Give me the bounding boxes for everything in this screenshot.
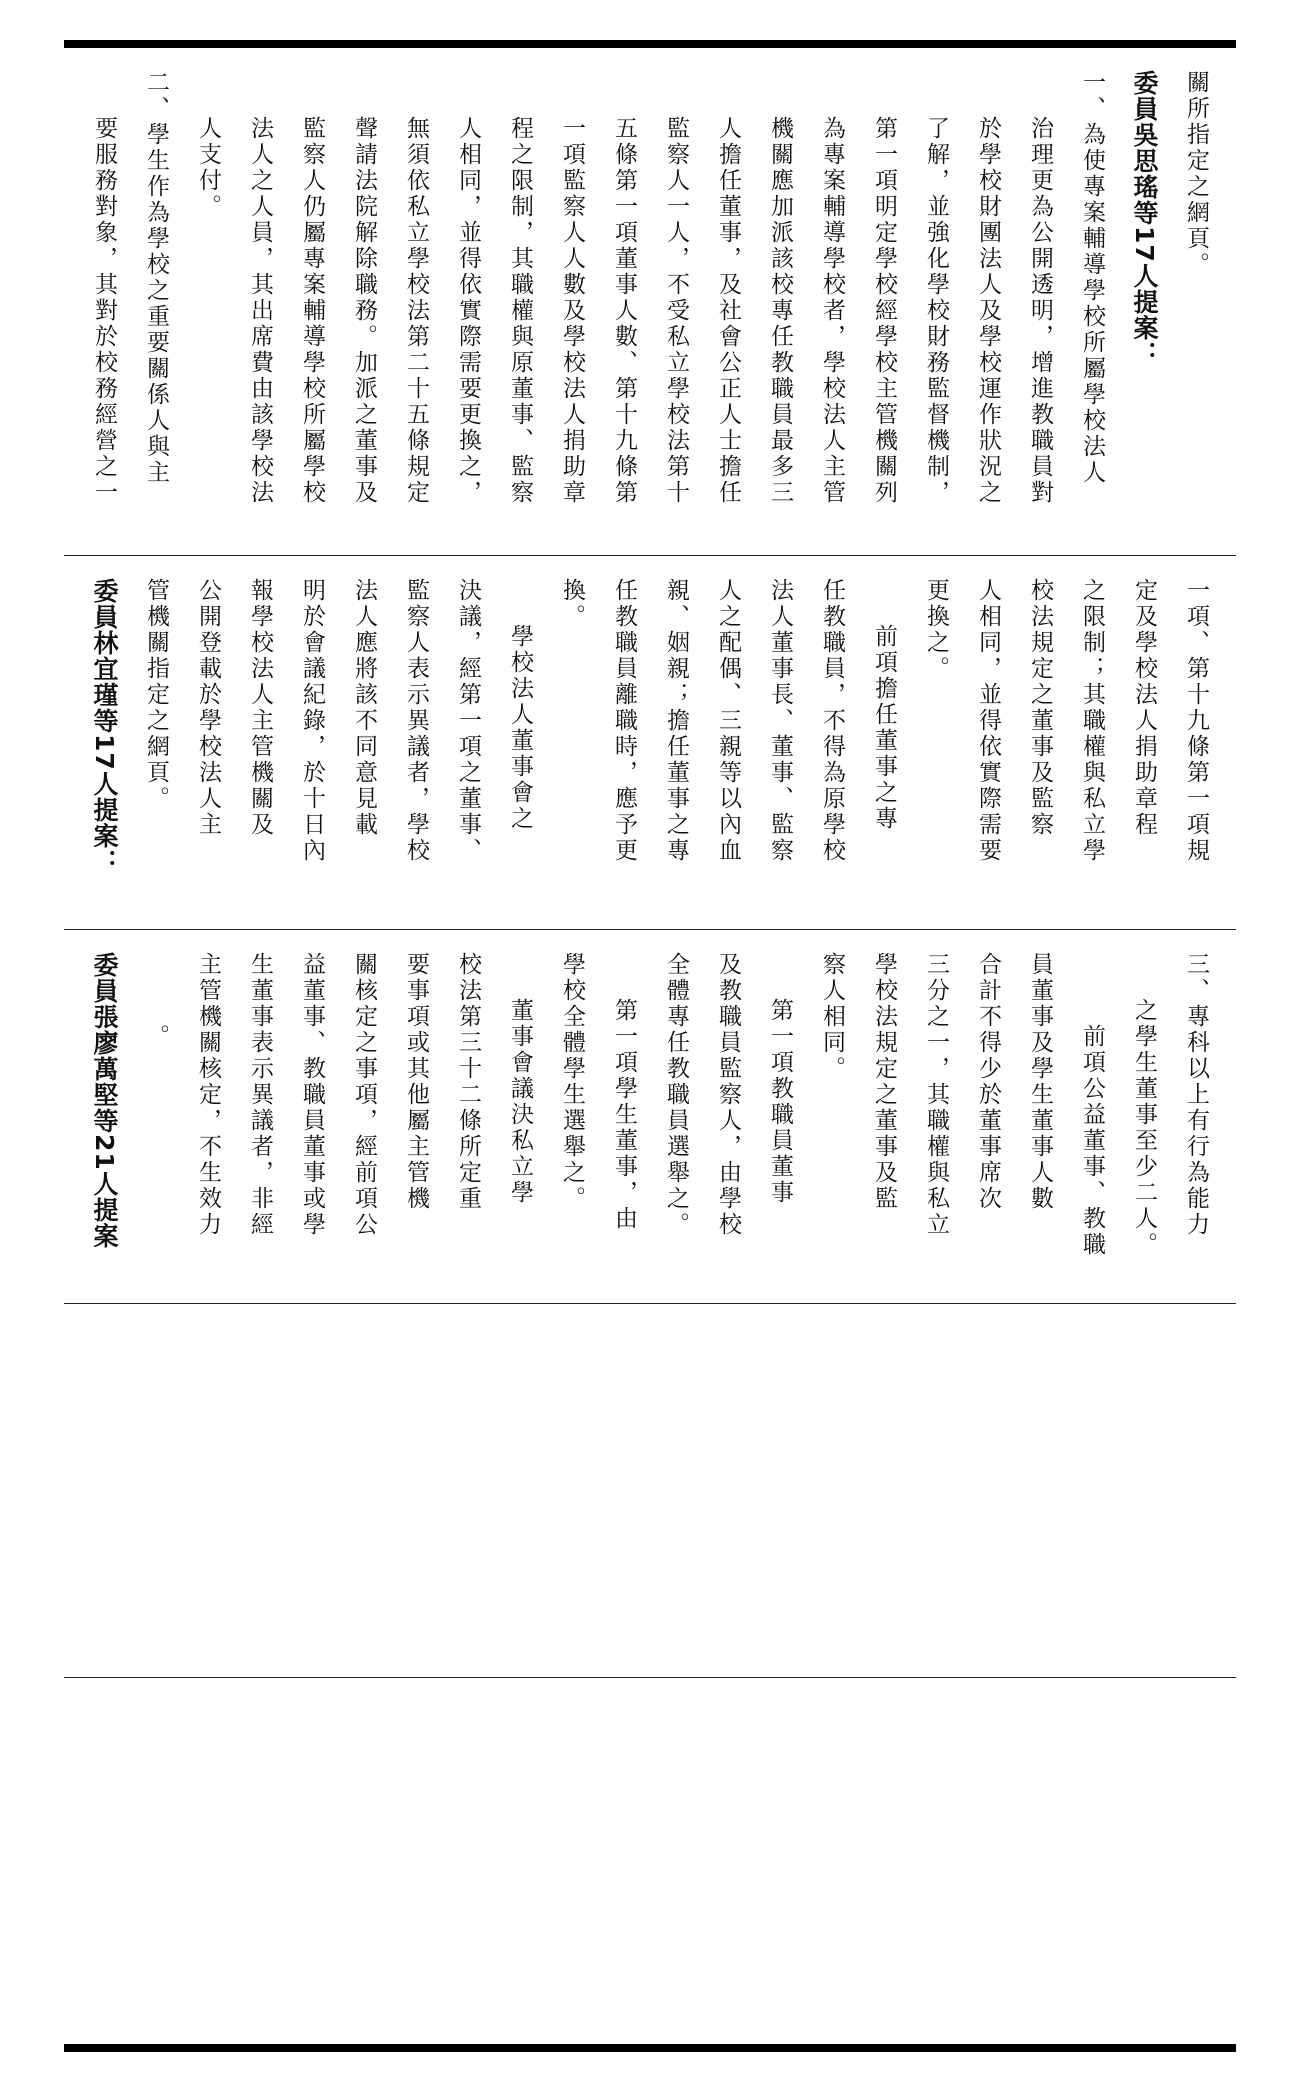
- text-line: 益董事、教職員董事或學: [299, 952, 325, 1238]
- vertical-text-block: [78, 48, 1222, 555]
- text-line: 機關應加派該校專任教職員最多三: [767, 116, 793, 506]
- text-line: 全體專任教職員選舉之。: [663, 952, 689, 1238]
- text-line: 人相同，並得依實際需要: [975, 578, 1001, 864]
- text-line: 關所指定之網頁。: [1183, 70, 1209, 278]
- proposal-heading: 委員吳思瑤等17人提案：: [1130, 70, 1159, 367]
- text-line: 及教職員監察人，由學校: [715, 952, 741, 1238]
- text-line: 聲請法院解除職務。加派之董事及: [351, 116, 377, 506]
- text-line: 換。: [559, 578, 585, 630]
- text-line: 程之限制，其職權與原董事、監察: [507, 116, 533, 506]
- text-line: 校法第三十二條所定重: [455, 952, 481, 1212]
- text-line: 董事會議決私立學: [507, 998, 533, 1206]
- text-line: 學校全體學生選舉之。: [559, 952, 585, 1212]
- text-line: 員董事及學生董事人數: [1027, 952, 1053, 1212]
- section-lin-proposal: [64, 556, 1236, 929]
- text-line: 親、姻親；擔任董事之專: [663, 578, 689, 864]
- text-line: 明於會議紀錄，於十日內: [299, 578, 325, 864]
- text-line: 決議，經第一項之董事、: [455, 578, 481, 864]
- text-line: 監察人仍屬專案輔導學校所屬學校: [299, 116, 325, 506]
- text-line: 二、學生作為學校之重要關係人與主: [143, 70, 169, 486]
- vertical-text-block: [78, 930, 1222, 1303]
- text-line: 要服務對象，其對於校務經營之一: [91, 116, 117, 506]
- text-line: 關核定之事項，經前項公: [351, 952, 377, 1238]
- text-line: 報學校法人主管機關及: [247, 578, 273, 838]
- text-line: 治理更為公開透明，增進教職員對: [1027, 116, 1053, 506]
- text-line: 人支付。: [195, 116, 221, 220]
- bottom-rule: [64, 2044, 1236, 2052]
- text-line: 法人應將該不同意見載: [351, 578, 377, 838]
- text-line: 管機關指定之網頁。: [143, 578, 169, 812]
- text-line: 學校法規定之董事及監: [871, 952, 897, 1212]
- text-line: 三、專科以上有行為能力: [1183, 952, 1209, 1238]
- text-line: 第一項明定學校經學校主管機關列: [871, 116, 897, 506]
- text-line: 定及學校法人捐助章程: [1131, 578, 1157, 838]
- text-line: 第一項學生董事，由: [611, 998, 637, 1232]
- text-line: 人相同，並得依實際需要更換之，: [455, 116, 481, 506]
- section-chang-liao-proposal: [64, 930, 1236, 1303]
- top-rule: [64, 40, 1236, 48]
- text-line: 任教職員，不得為原學校: [819, 578, 845, 864]
- text-line: 之限制；其職權與私立學: [1079, 578, 1105, 864]
- text-line: 了解，並強化學校財務監督機制，: [923, 116, 949, 506]
- text-line: 監察人表示異議者，學校: [403, 578, 429, 864]
- text-line: 於學校財團法人及學校運作狀況之: [975, 116, 1001, 506]
- text-line: 三分之一，其職權與私立: [923, 952, 949, 1238]
- text-line: 人擔任董事，及社會公正人士擔任: [715, 116, 741, 506]
- empty-section: [64, 1304, 1236, 1677]
- text-line: 無須依私立學校法第二十五條規定: [403, 116, 429, 506]
- text-line: 要事項或其他屬主管機: [403, 952, 429, 1212]
- text-line: 五條第一項董事人數、第十九條第: [611, 116, 637, 506]
- text-line: 生董事表示異議者，非經: [247, 952, 273, 1238]
- text-line: 一項、第十九條第一項規: [1183, 578, 1209, 864]
- text-line: 前項擔任董事之專: [871, 624, 897, 832]
- text-line: 主管機關核定，不生效力: [195, 952, 221, 1238]
- text-line: 第一項教職員董事: [767, 998, 793, 1206]
- text-line: 前項公益董事、教職: [1079, 1024, 1105, 1258]
- text-line: 合計不得少於董事席次: [975, 952, 1001, 1212]
- proposal-heading: 委員林宜瑾等17人提案：: [90, 578, 119, 875]
- text-line: 法人之人員，其出席費由該學校法: [247, 116, 273, 506]
- text-line: 監察人一人，不受私立學校法第十: [663, 116, 689, 506]
- text-line: 。: [143, 1024, 169, 1050]
- text-line: 學校法人董事會之: [507, 624, 533, 832]
- text-line: 公開登載於學校法人主: [195, 578, 221, 838]
- text-line: 法人董事長、董事、監察: [767, 578, 793, 864]
- proposal-heading: 委員張廖萬堅等21人提案: [90, 952, 119, 1249]
- text-line: 為專案輔導學校者，學校法人主管: [819, 116, 845, 506]
- text-line: 任教職員離職時，應予更: [611, 578, 637, 864]
- section-wu-proposal: [64, 48, 1236, 555]
- text-line: 一項監察人人數及學校法人捐助章: [559, 116, 585, 506]
- text-line: 校法規定之董事及監察: [1027, 578, 1053, 838]
- text-line: 之學生董事至少二人。: [1131, 998, 1157, 1258]
- text-line: 更換之。: [923, 578, 949, 682]
- text-line: 人之配偶、三親等以內血: [715, 578, 741, 864]
- empty-section: [64, 1678, 1236, 2044]
- text-line: 察人相同。: [819, 952, 845, 1082]
- vertical-text-block: [78, 556, 1222, 929]
- text-line: 一、為使專案輔導學校所屬學校法人: [1079, 70, 1105, 486]
